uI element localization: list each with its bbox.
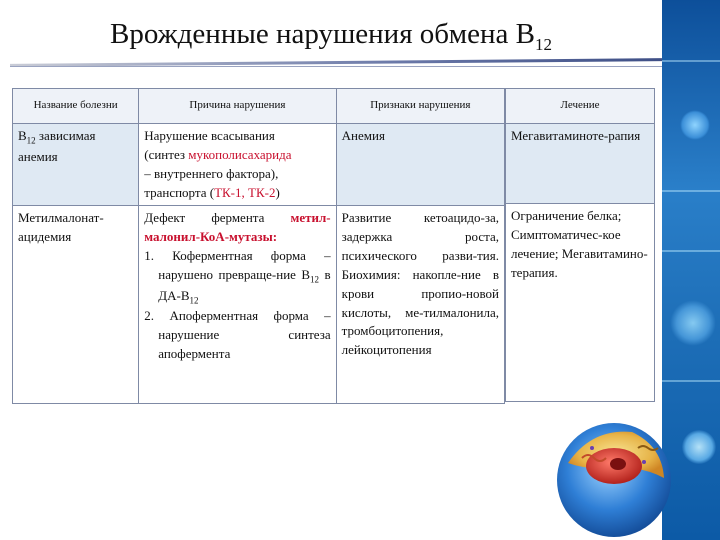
cause-item <box>144 247 330 307</box>
header-treatment: Лечение <box>506 89 655 124</box>
cause-sub: 12 <box>189 295 199 306</box>
enzyme-name: метил-малонил-КоА-мутазы: <box>144 210 331 245</box>
disease-b: В <box>18 128 27 143</box>
header-signs: Признаки нарушения <box>336 89 504 124</box>
title-text: Врожденные нарушения обмена В <box>110 18 535 50</box>
cause-line: Нарушение всасывания <box>144 128 275 143</box>
title-subscript: 12 <box>534 34 552 54</box>
treatment-cell: Мегавитаминоте-рапия <box>506 124 655 204</box>
disorders-table <box>12 88 505 404</box>
disease-cell <box>13 124 139 206</box>
table-row <box>13 124 505 206</box>
cause-highlight: ТК-1, ТК-2 <box>214 184 276 200</box>
title-underline-thin <box>10 66 662 67</box>
disease-cell: Метилмалонат-ацидемия <box>13 206 139 404</box>
header-cause: Причина нарушения <box>139 89 336 124</box>
table-header-row <box>506 89 655 124</box>
cause-line <box>144 146 330 165</box>
treatment-column <box>505 88 655 402</box>
cause-text: 1. Коферментная форма – нарушено превраще-ние В <box>144 248 331 282</box>
cause-intro <box>144 209 330 247</box>
cause-line: – внутреннего фактора), <box>144 165 279 181</box>
cause-text: (синтез <box>144 146 189 162</box>
table-header-row <box>13 89 505 124</box>
signs-cell: Анемия <box>336 124 504 206</box>
signs-cell: Развитие кетоацидо-за, задержка роста, психического разви-тия. Биохимия: накопле-ние в крови пропио-новой кислоты, ме-тилмалонила, тромбоцитопения, лейкоцитопения <box>336 206 504 404</box>
cause-sub: 12 <box>310 274 320 285</box>
disease-sub: 12 <box>26 135 36 146</box>
cause-item: 2. Апоферментная форма – нарушение синтеза апофермента <box>144 308 331 361</box>
cause-cell <box>139 124 336 206</box>
header-disease: Название болезни <box>13 89 139 124</box>
table-row <box>506 204 655 402</box>
cause-text: Дефект фермента <box>144 210 291 226</box>
cell-illustration-icon <box>552 418 672 538</box>
cause-line <box>144 184 330 203</box>
table-row <box>13 206 505 404</box>
slide-title <box>0 18 662 55</box>
treatment-cell: Ограничение белка; Симптоматичес-кое лечение; Мегавитамино-терапия. <box>506 204 655 402</box>
cause-highlight: мукополисахарида <box>188 146 292 162</box>
cause-text: в ДА-В <box>158 266 331 303</box>
cause-text: ) <box>275 184 280 200</box>
treatment-table <box>505 88 655 402</box>
cause-cell <box>139 206 336 404</box>
table-row <box>506 124 655 204</box>
cause-text: транспорта ( <box>144 184 215 200</box>
disease-rest: зависимая анемия <box>18 128 96 164</box>
